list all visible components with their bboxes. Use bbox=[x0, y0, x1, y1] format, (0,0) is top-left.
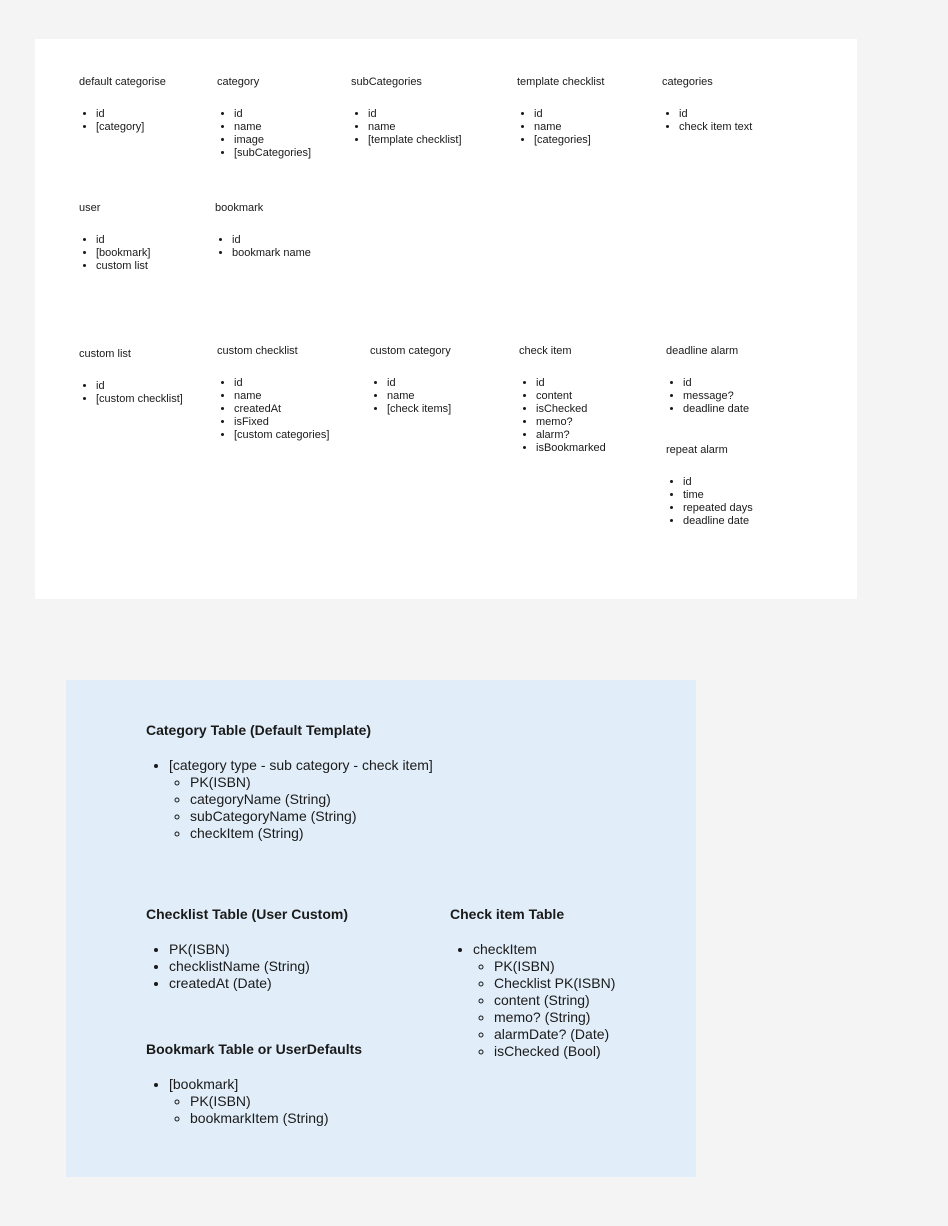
field-item: • id bbox=[234, 377, 329, 390]
table-title: Check item Table bbox=[450, 906, 565, 922]
entity-custom-category bbox=[370, 345, 451, 416]
column-text: createdAt (Date) bbox=[169, 975, 272, 991]
field-list bbox=[662, 108, 752, 134]
field-item: • name bbox=[387, 390, 451, 403]
field-item: • id bbox=[96, 108, 166, 121]
field-item: • createdAt bbox=[234, 403, 329, 416]
field-item: • check item text bbox=[679, 121, 752, 134]
column-text: [bookmark] bbox=[169, 1076, 239, 1092]
table-title: Category Table (Default Template) bbox=[146, 722, 372, 738]
entity-title: categories bbox=[662, 76, 713, 88]
entity-title: subCategories bbox=[351, 76, 422, 88]
entity-title: deadline alarm bbox=[666, 345, 739, 357]
field-item: • [custom categories] bbox=[234, 429, 329, 442]
field-item: • id bbox=[232, 234, 311, 247]
sub-column-item: ◦ PK(ISBN) bbox=[190, 1093, 362, 1110]
field-item: • image bbox=[234, 134, 311, 147]
field-list bbox=[217, 108, 311, 160]
field-item: • [check items] bbox=[387, 403, 451, 416]
column-text: PK(ISBN) bbox=[169, 941, 230, 957]
column-list bbox=[146, 1076, 362, 1127]
sub-column-item: ◦ subCategoryName (String) bbox=[190, 808, 433, 825]
field-item: • id bbox=[679, 108, 752, 121]
entity-subcategories bbox=[351, 76, 462, 147]
sub-column-item: ◦ PK(ISBN) bbox=[494, 958, 615, 975]
field-item: • id bbox=[96, 380, 183, 393]
table-check-item-table bbox=[450, 906, 615, 1060]
column-item bbox=[169, 1076, 362, 1127]
sub-column-item: ◦ isChecked (Bool) bbox=[494, 1043, 615, 1060]
column-text: [category type - sub category - check item] bbox=[169, 757, 433, 773]
field-list bbox=[79, 234, 150, 273]
column-list bbox=[146, 757, 433, 842]
field-item: • id bbox=[368, 108, 462, 121]
sub-column-item: ◦ categoryName (String) bbox=[190, 791, 433, 808]
field-item: • isBookmarked bbox=[536, 442, 606, 455]
field-list bbox=[215, 234, 311, 260]
field-list bbox=[519, 377, 606, 455]
column-item bbox=[169, 757, 433, 842]
entity-template-checklist bbox=[517, 76, 604, 147]
field-item: • message? bbox=[683, 390, 749, 403]
field-item: • [custom checklist] bbox=[96, 393, 183, 406]
field-item: • id bbox=[234, 108, 311, 121]
column-item bbox=[169, 958, 348, 975]
entity-title: repeat alarm bbox=[666, 444, 728, 456]
field-list bbox=[217, 377, 329, 442]
entity-title: custom category bbox=[370, 345, 451, 357]
entity-bookmark bbox=[215, 202, 311, 260]
field-item: • name bbox=[234, 121, 311, 134]
field-item: • [categories] bbox=[534, 134, 604, 147]
entity-check-item bbox=[519, 345, 606, 455]
field-item: • id bbox=[536, 377, 606, 390]
column-list bbox=[146, 941, 348, 992]
field-item: • deadline date bbox=[683, 403, 749, 416]
entity-categories bbox=[662, 76, 752, 134]
field-item: • [subCategories] bbox=[234, 147, 311, 160]
entity-title: default categorise bbox=[79, 76, 166, 88]
sub-column-item: ◦ memo? (String) bbox=[494, 1009, 615, 1026]
sub-column-item: ◦ content (String) bbox=[494, 992, 615, 1009]
column-text: checkItem bbox=[473, 941, 537, 957]
field-item: • name bbox=[534, 121, 604, 134]
column-item bbox=[169, 975, 348, 992]
field-item: • isFixed bbox=[234, 416, 329, 429]
field-item: • name bbox=[234, 390, 329, 403]
field-item: • id bbox=[683, 377, 749, 390]
field-list bbox=[666, 377, 749, 416]
entity-category bbox=[217, 76, 311, 160]
sub-column-list bbox=[169, 1093, 362, 1127]
field-item: • id bbox=[96, 234, 150, 247]
entity-user bbox=[79, 202, 150, 273]
entity-deadline-alarm bbox=[666, 345, 749, 416]
field-item: • deadline date bbox=[683, 515, 753, 528]
entity-custom-list bbox=[79, 348, 183, 406]
field-list bbox=[370, 377, 451, 416]
sub-column-item: ◦ Checklist PK(ISBN) bbox=[494, 975, 615, 992]
entity-title: user bbox=[79, 202, 101, 214]
column-list bbox=[450, 941, 615, 1060]
entity-title: bookmark bbox=[215, 202, 264, 214]
table-title: Checklist Table (User Custom) bbox=[146, 906, 349, 922]
sub-column-list bbox=[473, 958, 615, 1060]
field-item: • bookmark name bbox=[232, 247, 311, 260]
field-item: • time bbox=[683, 489, 753, 502]
field-item: • isChecked bbox=[536, 403, 606, 416]
field-item: • id bbox=[534, 108, 604, 121]
column-text: checklistName (String) bbox=[169, 958, 310, 974]
entity-title: template checklist bbox=[517, 76, 605, 88]
sub-column-list bbox=[169, 774, 433, 842]
sub-column-item: ◦ PK(ISBN) bbox=[190, 774, 433, 791]
field-item: • repeated days bbox=[683, 502, 753, 515]
field-item: • [bookmark] bbox=[96, 247, 150, 260]
field-list bbox=[79, 380, 183, 406]
entity-title: category bbox=[217, 76, 260, 88]
entity-title: custom list bbox=[79, 348, 131, 360]
field-item: • [category] bbox=[96, 121, 166, 134]
entity-title: custom checklist bbox=[217, 345, 298, 357]
sub-column-item: ◦ bookmarkItem (String) bbox=[190, 1110, 362, 1127]
field-item: • alarm? bbox=[536, 429, 606, 442]
field-item: • name bbox=[368, 121, 462, 134]
column-item bbox=[473, 941, 615, 1060]
field-list bbox=[351, 108, 462, 147]
field-item: • id bbox=[387, 377, 451, 390]
field-item: • content bbox=[536, 390, 606, 403]
field-item: • id bbox=[683, 476, 753, 489]
table-title: Bookmark Table or UserDefaults bbox=[146, 1041, 363, 1057]
field-list bbox=[79, 108, 166, 134]
entity-repeat-alarm bbox=[666, 444, 753, 528]
sub-column-item: ◦ checkItem (String) bbox=[190, 825, 433, 842]
entity-default-categorise bbox=[79, 76, 166, 134]
entity-title: check item bbox=[519, 345, 572, 357]
field-item: • custom list bbox=[96, 260, 150, 273]
table-checklist-table-user-custom bbox=[146, 906, 348, 992]
table-bookmark-table-or-userdefaults bbox=[146, 1041, 362, 1127]
column-item bbox=[169, 941, 348, 958]
entity-custom-checklist bbox=[217, 345, 329, 442]
field-list bbox=[666, 476, 753, 528]
field-list bbox=[517, 108, 604, 147]
table-category-table-default-template bbox=[146, 722, 433, 842]
field-item: • memo? bbox=[536, 416, 606, 429]
field-item: • [template checklist] bbox=[368, 134, 462, 147]
sub-column-item: ◦ alarmDate? (Date) bbox=[494, 1026, 615, 1043]
